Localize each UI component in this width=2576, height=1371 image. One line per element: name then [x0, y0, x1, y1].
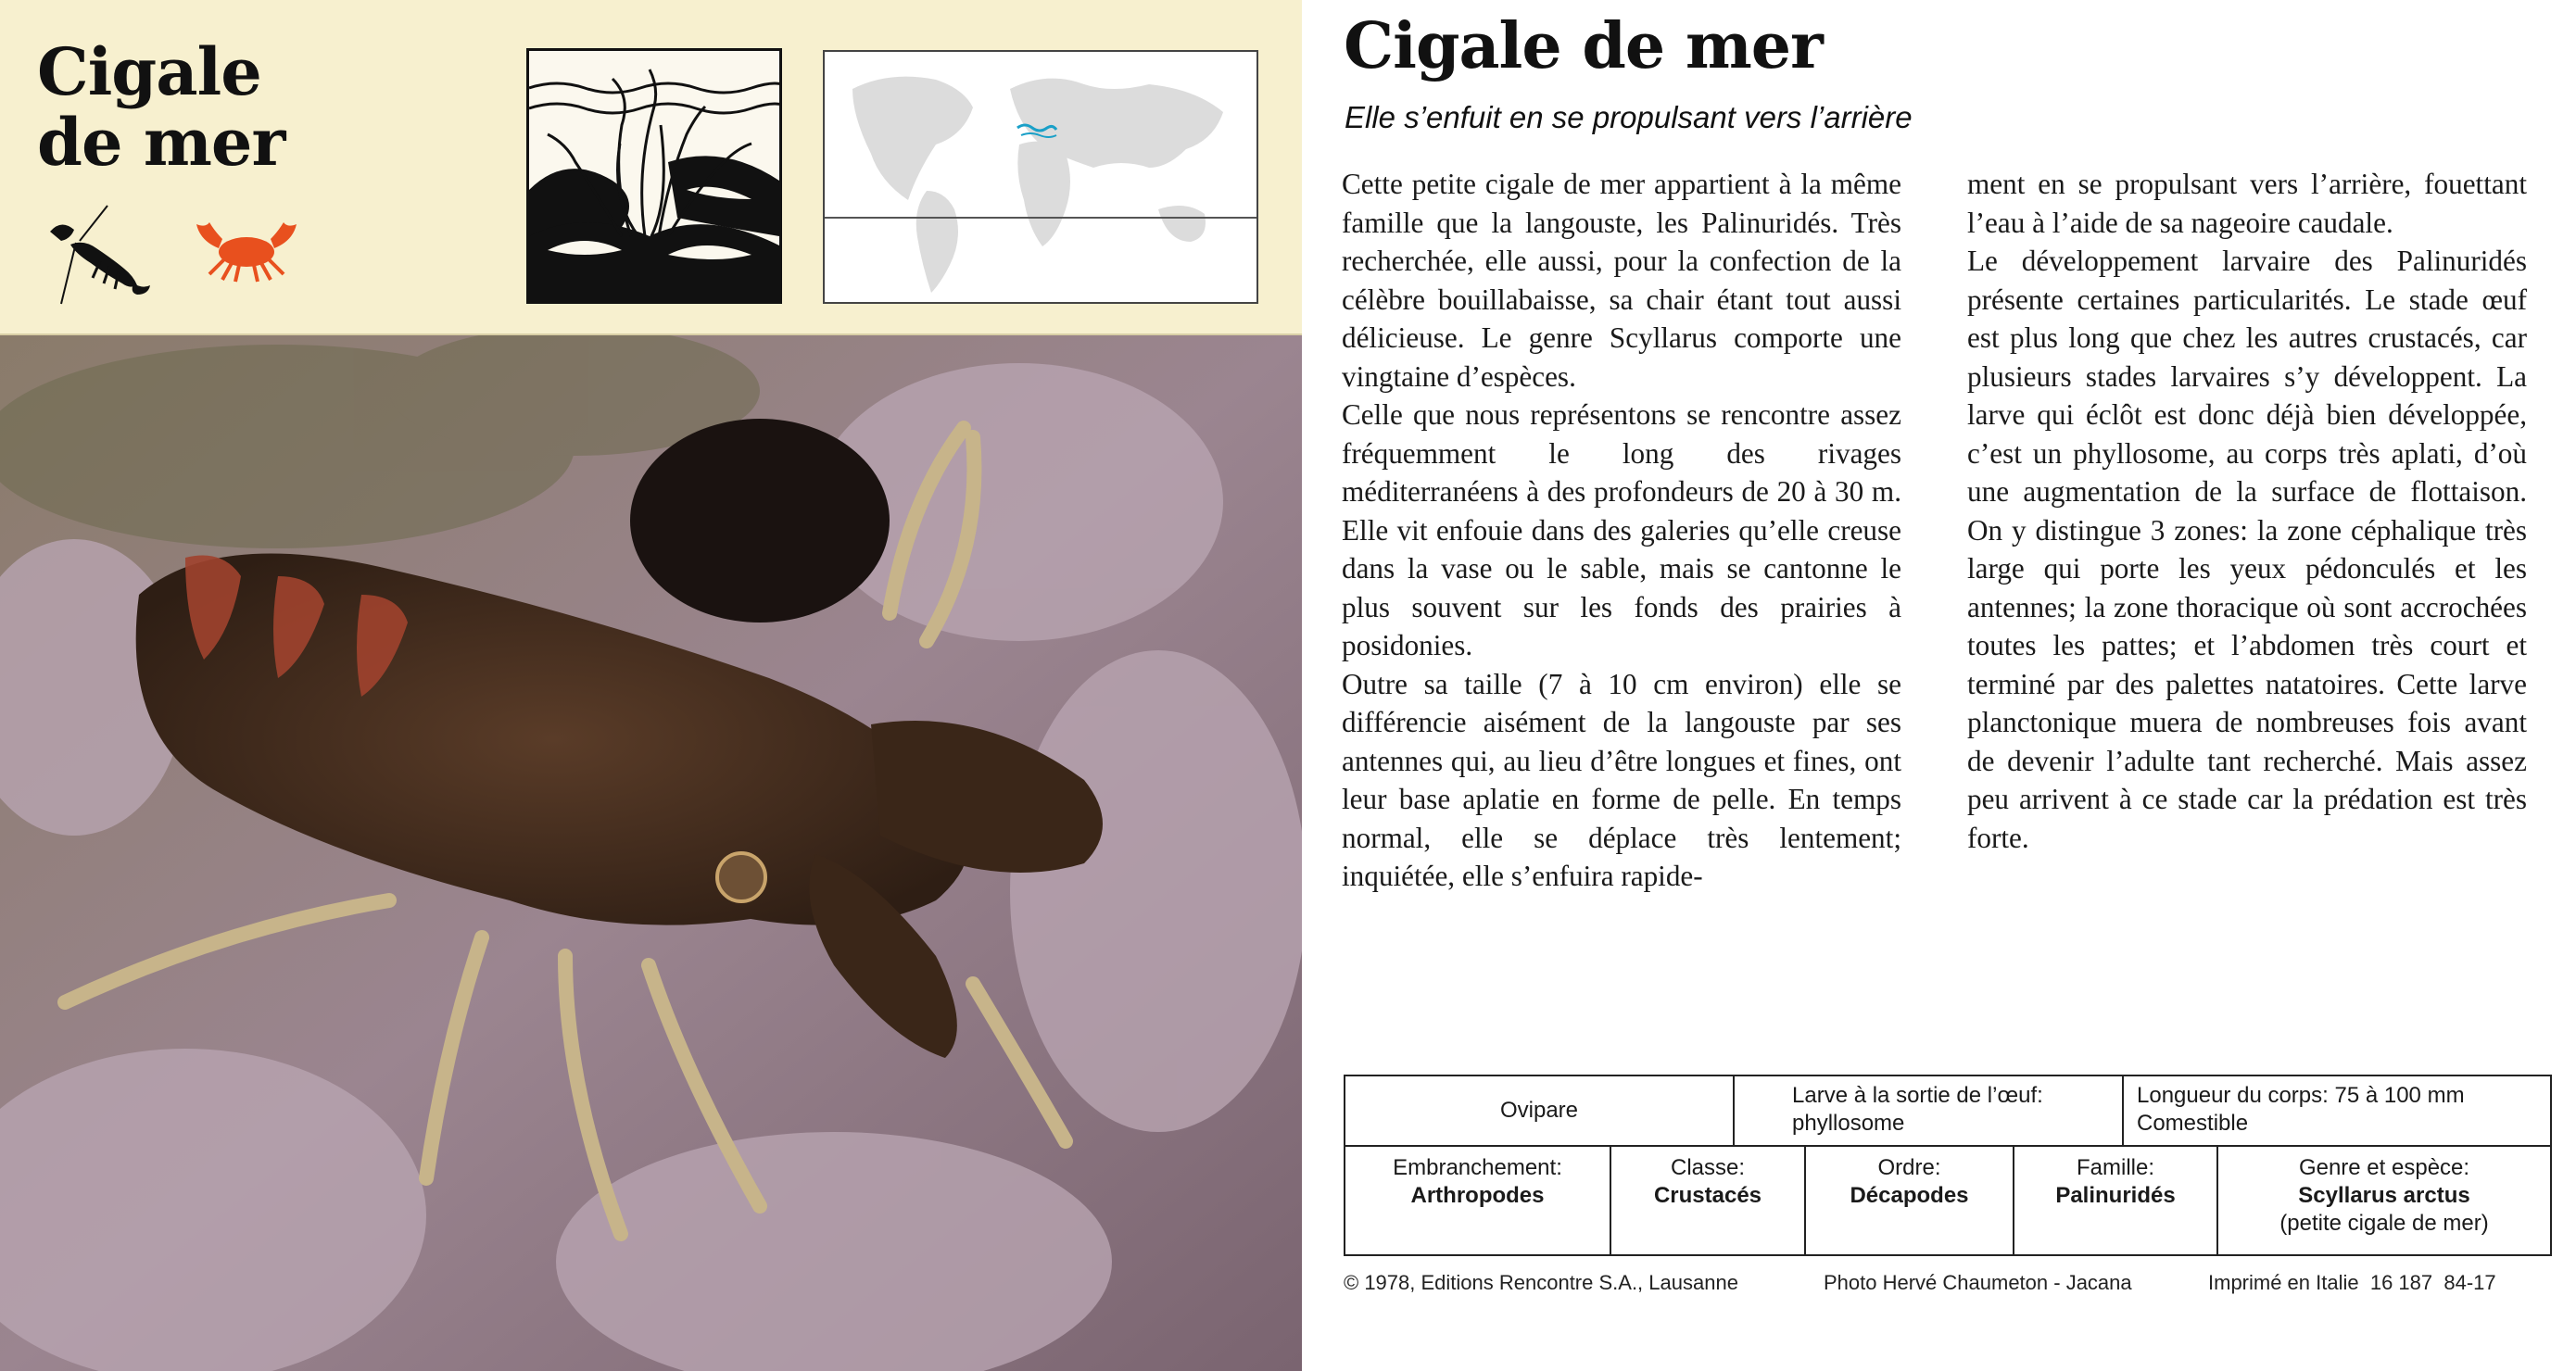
edible-value: Comestible	[2137, 1111, 2249, 1136]
photo-credit: Photo Hervé Chaumeton - Jacana	[1824, 1271, 2132, 1294]
front-title-line2: de mer	[37, 104, 285, 181]
class-label: Classe:	[1670, 1155, 1746, 1180]
copyright-note: © 1978, Editions Rencontre S.A., Lausanne	[1344, 1271, 1738, 1294]
slipper-lobster-photo	[0, 335, 1302, 1371]
facts-row	[1345, 1076, 2550, 1145]
order-cell	[1804, 1147, 2013, 1254]
paragraph: Outre sa taille (7 à 10 cm environ) elle se différencie aisément de la langouste par ses antennes qui, au lieu d’être longues et fines, ont leur base aplatie en forme de pelle. En temps normal, elle se déplace très lentement; inquiétée, elle s’enfuira rapide-	[1342, 667, 1901, 892]
seagrass-habitat-icon	[526, 48, 782, 304]
world-map-icon	[823, 50, 1258, 304]
phylum-value: Arthropodes	[1410, 1183, 1545, 1208]
class-cell	[1610, 1147, 1804, 1254]
back-subtitle: Elle s’enfuit en se propulsant vers l’arrière	[1345, 100, 1913, 134]
back-card	[1302, 0, 2576, 1371]
paragraph: Celle que nous représentons se rencontre assez fréquemment le long des rivages méditerranéens à des profondeurs de 20 à 30 m. Elle vit enfouie dans des galeries qu’elle creuse dans la vase ou le sable, mais se cantonne le plus souvent sur les fonds des prairies à posidonies.	[1342, 398, 1901, 661]
family-value: Palinuridés	[2055, 1183, 2176, 1208]
body-column-right	[1967, 165, 2527, 857]
size-cell	[2122, 1076, 2550, 1145]
order-value: Décapodes	[1850, 1183, 1969, 1208]
facts-table	[1344, 1075, 2552, 1256]
common-name: (petite cigale de mer)	[2279, 1211, 2489, 1236]
larva-label: Larve à la sortie de l’œuf:	[1792, 1083, 2043, 1108]
length-value: Longueur du corps: 75 à 100 mm	[2137, 1083, 2465, 1108]
family-label: Famille:	[2076, 1155, 2154, 1180]
paragraph: Cette petite cigale de mer appartient à la même famille que la langouste, les Palinuridés. Très recherchée, elle aussi, pour la confection de la célèbre bouillabaisse, sa chair étant tout aussi délicieuse. Le genre Scyllarus comporte une vingtaine d’espèces.	[1342, 168, 1901, 393]
larva-cell	[1733, 1076, 2122, 1145]
species-cell	[2216, 1147, 2550, 1254]
paragraph: Le développement larvaire des Palinuridés présente certaines particularités. Le stade œuf est plus long que chez les autres crustacés, car plusieurs stades larvaires s’y développent. La larve qui éclôt est donc déjà bien développée, c’est un phyllosome, au corps très aplati, d’où une augmentation de la surface de flottaison. On y distingue 3 zones: la zone céphalique très large qui porte les yeux pédonculés et les antennes; la zone thoracique où sont accrochées toutes les pattes; et l’abdomen très court et terminé par des palettes natatoires. Cette larve planctonique muera de nombreuses fois avant de devenir l’adulte tant recherché. Mais assez peu arrivent à ce stade car la prédation est très forte.	[1967, 245, 2527, 854]
front-header	[0, 0, 1302, 335]
family-cell	[2013, 1147, 2216, 1254]
back-title: Cigale de mer	[1344, 9, 1823, 83]
paragraph: ment en se propulsant vers l’arrière, fouettant l’eau à l’aide de sa nageoire caudale.	[1967, 168, 2527, 239]
map-divider	[825, 217, 1256, 219]
class-value: Crustacés	[1653, 1183, 1762, 1208]
reproduction-cell	[1345, 1076, 1733, 1145]
phylum-label: Embranchement:	[1393, 1155, 1562, 1180]
front-title	[37, 33, 285, 181]
body-column-left	[1342, 165, 1901, 896]
print-info: Imprimé en Italie 16 187 84-17	[2208, 1271, 2496, 1294]
order-label: Ordre:	[1877, 1155, 1941, 1180]
phylum-cell	[1345, 1147, 1610, 1254]
world-map-graphic	[825, 52, 1256, 302]
larva-value: phyllosome	[1792, 1111, 1905, 1136]
facts-row	[1345, 1145, 2550, 1254]
species-value: Scyllarus arctus	[2298, 1183, 2470, 1208]
front-title-line1: Cigale	[37, 33, 261, 110]
species-label: Genre et espèce:	[2298, 1155, 2470, 1180]
crab-icon	[185, 211, 306, 285]
reproduction-value: Ovipare	[1499, 1098, 1579, 1123]
lobster-icon	[43, 204, 154, 306]
